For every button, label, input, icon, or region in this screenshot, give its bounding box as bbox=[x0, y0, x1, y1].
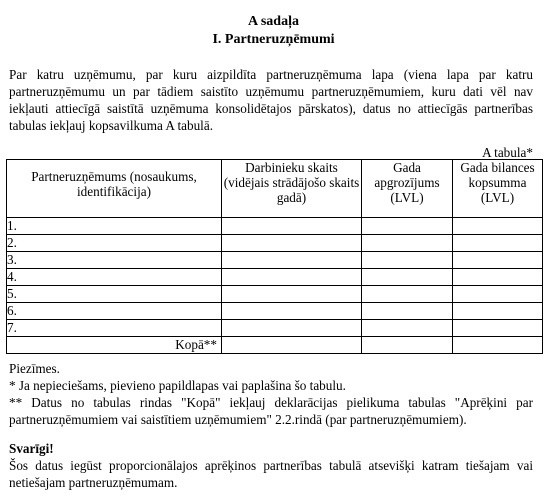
cell-balance[interactable] bbox=[453, 286, 543, 303]
table-row bbox=[7, 303, 543, 320]
important-section bbox=[9, 440, 533, 491]
cell-employees[interactable] bbox=[222, 269, 362, 286]
partner-table bbox=[6, 159, 543, 354]
cell-balance[interactable] bbox=[453, 320, 543, 337]
cell-balance[interactable] bbox=[453, 269, 543, 286]
cell-turnover[interactable] bbox=[362, 252, 453, 269]
cell-turnover[interactable] bbox=[362, 286, 453, 303]
header-employees: Darbinieku skaits (vidējais strādājošo skaits gadā) bbox=[222, 160, 362, 218]
table-row bbox=[7, 320, 543, 337]
total-employees[interactable] bbox=[222, 337, 362, 354]
cell-balance[interactable] bbox=[453, 218, 543, 235]
table-row bbox=[7, 218, 543, 235]
table-total-row bbox=[7, 337, 543, 354]
notes-title: Piezīmes. bbox=[9, 361, 60, 376]
total-balance[interactable] bbox=[453, 337, 543, 354]
header-partner: Partneruzņēmums (nosaukums, identifikācija) bbox=[7, 160, 222, 218]
cell-employees[interactable] bbox=[222, 218, 362, 235]
table-row bbox=[7, 269, 543, 286]
header-balance: Gada bilances kopsumma (LVL) bbox=[453, 160, 543, 218]
table-row bbox=[7, 286, 543, 303]
table-header-row bbox=[7, 160, 543, 218]
cell-balance[interactable] bbox=[453, 235, 543, 252]
row-index: 4. bbox=[7, 269, 222, 286]
cell-employees[interactable] bbox=[222, 320, 362, 337]
table-caption: A tabula* bbox=[482, 145, 533, 160]
row-index: 1. bbox=[7, 218, 222, 235]
row-index: 3. bbox=[7, 252, 222, 269]
row-index: 6. bbox=[7, 303, 222, 320]
cell-employees[interactable] bbox=[222, 303, 362, 320]
intro-paragraph: Par katru uzņēmumu, par kuru aizpildīta partneruzņēmuma lapa (viena lapa par katru partneruzņēmumu un par tādiem saistīto uzņēmumu partneruzņēmumiem, kuru dati vēl nav iekļauti attiecīgā saistītā uzņēmuma konsolidētajos pārskatos), datus no attiecīgās partnerības tabulas iekļauj kopsavilkuma A tabulā. bbox=[9, 67, 533, 133]
section-subtitle: I. Partneruzņēmumi bbox=[212, 32, 335, 47]
cell-employees[interactable] bbox=[222, 235, 362, 252]
row-index: 5. bbox=[7, 286, 222, 303]
cell-turnover[interactable] bbox=[362, 320, 453, 337]
cell-balance[interactable] bbox=[453, 252, 543, 269]
row-index: 7. bbox=[7, 320, 222, 337]
section-title: A sadaļa bbox=[248, 14, 299, 29]
cell-balance[interactable] bbox=[453, 303, 543, 320]
important-title: Svarīgi! bbox=[9, 441, 54, 456]
note-item: ** Datus no tabulas rindas "Kopā" iekļauj deklarācijas pielikuma tabulas "Aprēķini par partneruzņēmumiem vai saistītiem uzņēmumiem" 2.2.rindā (par partneruzņēmumiem). bbox=[9, 395, 533, 427]
cell-turnover[interactable] bbox=[362, 235, 453, 252]
cell-turnover[interactable] bbox=[362, 303, 453, 320]
header-turnover: Gada apgrozījums (LVL) bbox=[362, 160, 453, 218]
cell-turnover[interactable] bbox=[362, 269, 453, 286]
table-row bbox=[7, 235, 543, 252]
note-item: * Ja nepieciešams, pievieno papildlapas vai paplašina šo tabulu. bbox=[9, 378, 346, 393]
important-text: Šos datus iegūst proporcionālajos aprēķinos partnerības tabulā atsevišķi katram tiešajam vai netiešajam partneruzņēmumam. bbox=[9, 458, 533, 490]
cell-employees[interactable] bbox=[222, 286, 362, 303]
table-row bbox=[7, 252, 543, 269]
notes-section bbox=[9, 360, 533, 428]
total-turnover[interactable] bbox=[362, 337, 453, 354]
cell-turnover[interactable] bbox=[362, 218, 453, 235]
row-index: 2. bbox=[7, 235, 222, 252]
cell-employees[interactable] bbox=[222, 252, 362, 269]
total-label: Kopā** bbox=[7, 337, 222, 354]
